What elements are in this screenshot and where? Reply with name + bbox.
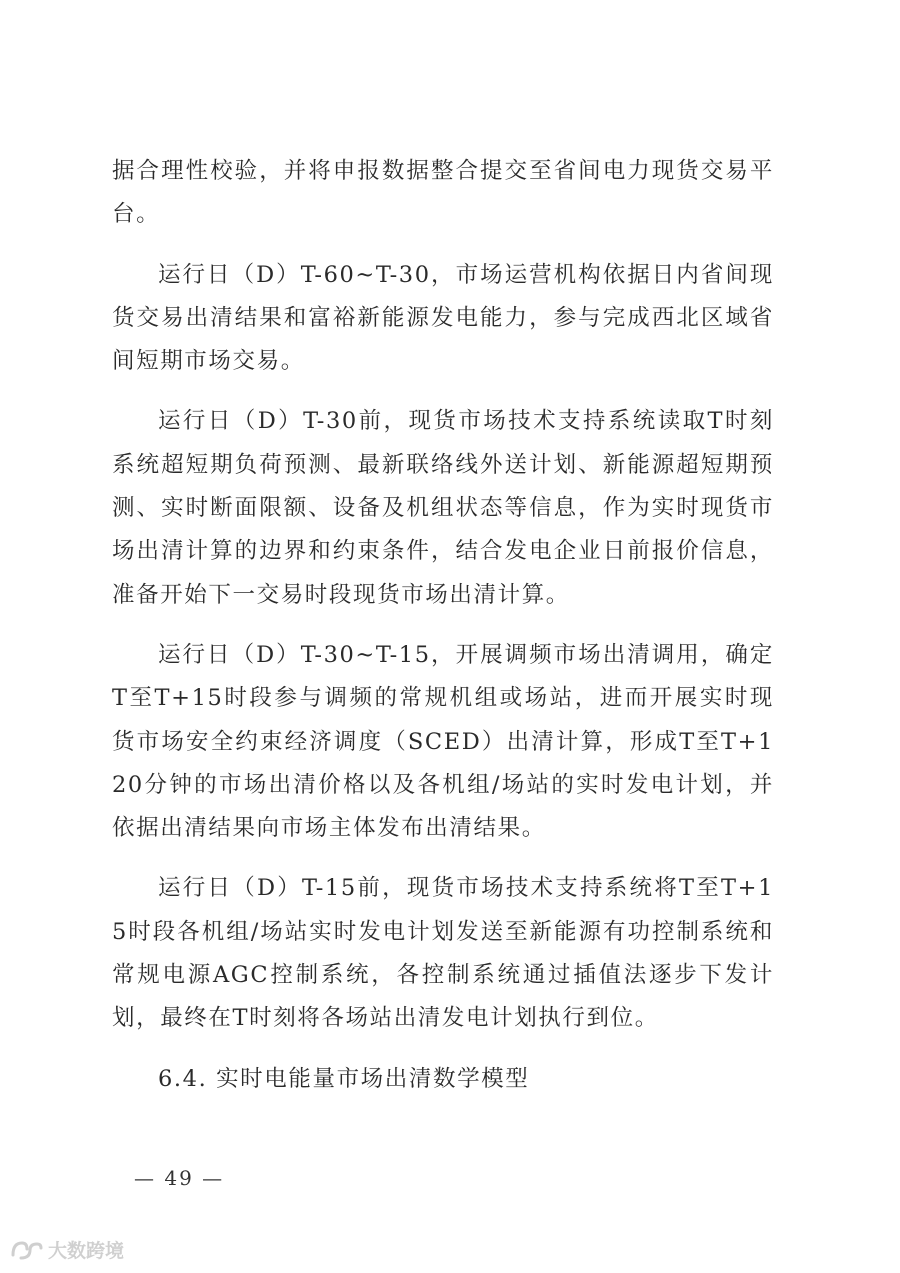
paragraph-t30: 运行日（D）T-30前，现货市场技术支持系统读取T时刻系统超短期负荷预测、最新联络线外送计划、新能源超短期预测、实时断面限额、设备及机组状态等信息，作为实时现货市场出清计算的边界和约束条件，结合发电企业日前报价信息，准备开始下一交易时段现货市场出清计算。 <box>112 408 774 608</box>
page-number: — 49 — <box>134 1166 225 1190</box>
paragraph-continuation: 据合理性校验，并将申报数据整合提交至省间电力现货交易平台。 <box>112 158 774 228</box>
watermark-text: 大数跨境 <box>48 1240 125 1262</box>
section-heading: 6.4. 实时电能量市场出清数学模型 <box>158 1065 530 1092</box>
brand-logo-icon <box>10 1239 44 1261</box>
paragraph-t30-t15: 运行日（D）T-30~T-15，开展调频市场出清调用，确定T至T+15时段参与调频的常规机组或场站，进而开展实时现货市场安全约束经济调度（SCED）出清计算，形成T至T+120分钟的市场出清价格以及各机组/场站的实时发电计划，并依据出清结果向市场主体发布出清结果。 <box>112 641 774 842</box>
paragraph-t15: 运行日（D）T-15前，现货市场技术支持系统将T至T+15时段各机组/场站实时发电计划发送至新能源有功控制系统和常规电源AGC控制系统，各控制系统通过插值法逐步下发计划，最终在T时刻将各场站出清发电计划执行到位。 <box>112 875 774 1032</box>
watermark <box>10 1236 124 1263</box>
document-body <box>112 150 774 1101</box>
paragraph-t60-t30: 运行日（D）T-60~T-30，市场运营机构依据日内省间现货交易出清结果和富裕新能源发电能力，参与完成西北区域省间短期市场交易。 <box>112 261 774 375</box>
